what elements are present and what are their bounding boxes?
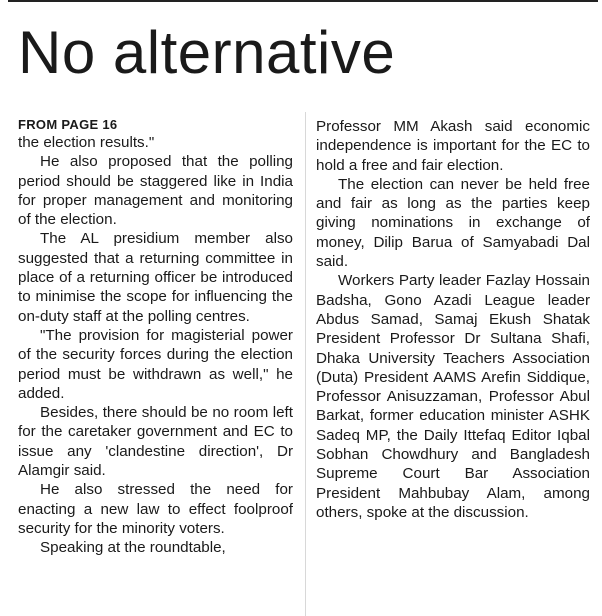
- paragraph: the election results.": [18, 134, 155, 151]
- top-rule: [8, 0, 598, 2]
- paragraph: He also proposed that the polling period should be staggered like in India for proper management and monitoring of the election.: [18, 153, 293, 229]
- paragraph: Workers Party leader Fazlay Hossain Badsha, Gono Azadi League leader Abdus Samad, Samaj Ekush Shatak President Professor Dr Sultana Shafi, Dhaka University Teachers Association (Duta) President AAMS Arefin Siddique, Professor Anisuzzaman, Professor Abul Barkat, former education minister ASHK Sadeq MP, the Daily Ittefaq Editor Iqbal Sobhan Chowdhury and Bangladesh Supreme Court Bar Association President Mahbubay Alam, among others, spoke at the discussion.: [316, 272, 590, 521]
- paragraph: He also stressed the need for enacting a new law to effect foolproof security for the minority voters.: [18, 481, 293, 537]
- paragraph: "The provision for magisterial power of the security forces during the election period must be withdrawn as well," he added.: [18, 326, 293, 402]
- paragraph: Besides, there should be no room left for the caretaker government and EC to issue any 'clandestine direction', Dr Alamgir said.: [18, 404, 293, 480]
- paragraph: Professor MM Akash said economic independence is important for the EC to hold a free and fair election.: [316, 118, 590, 174]
- headline: No alternative: [18, 19, 396, 86]
- continued-from-label: FROM PAGE 16: [18, 117, 118, 132]
- left-column: [18, 116, 293, 558]
- paragraph: The AL presidium member also suggested that a returning committee in place of a returning officer be introduced to minimise the scope for influencing the on-duty staff at the polling centres.: [18, 230, 293, 325]
- column-divider: [305, 112, 306, 616]
- paragraph: Speaking at the roundtable,: [40, 539, 226, 557]
- paragraph: The election can never be held free and fair as long as the parties keep giving nominations in exchange of money, Dilip Barua of Samyabadi Dal said.: [316, 175, 590, 271]
- right-column: [316, 117, 590, 522]
